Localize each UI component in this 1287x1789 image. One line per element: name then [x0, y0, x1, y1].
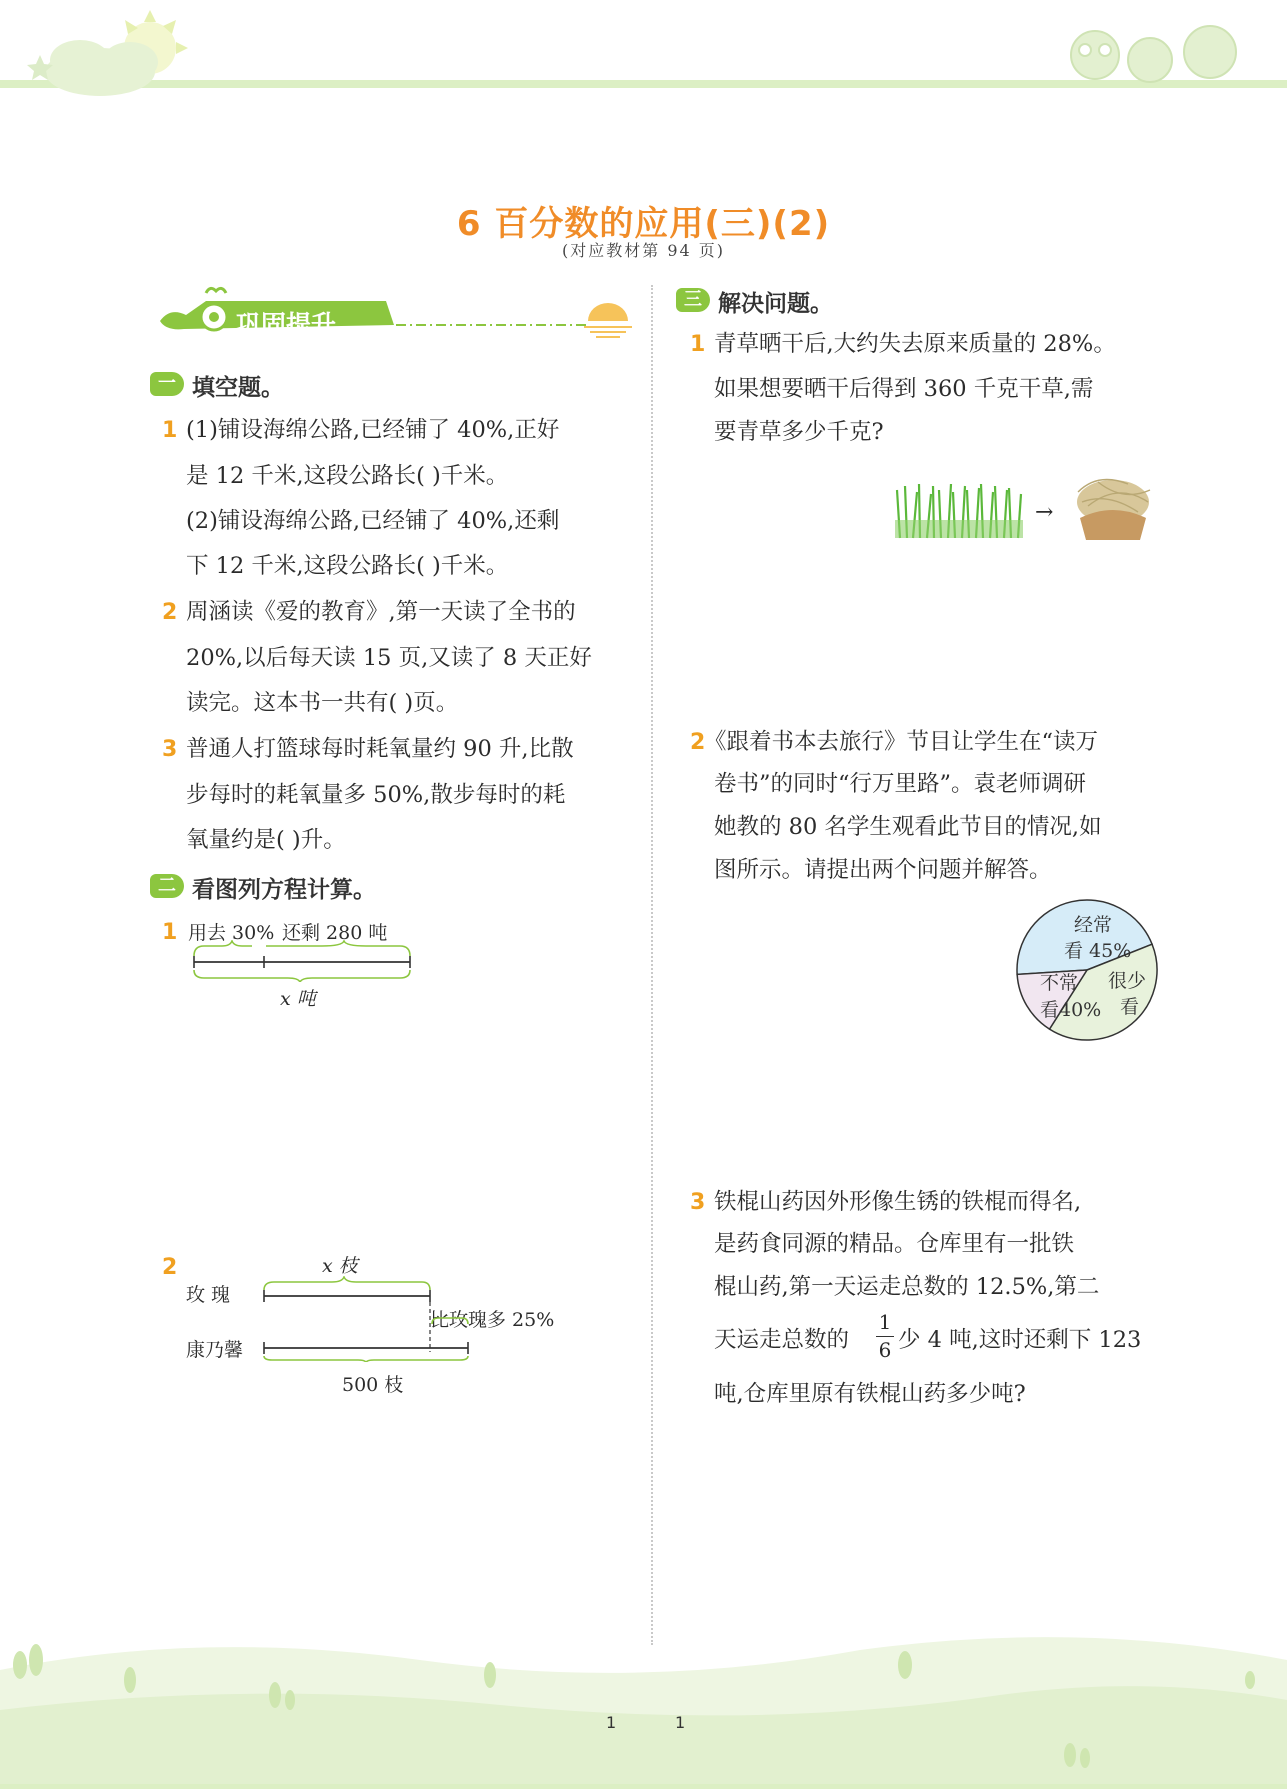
section-badge: 二	[150, 874, 184, 898]
fraction-numerator: 1	[878, 1310, 892, 1334]
line-diagram-2	[262, 1276, 474, 1362]
question-line: 是 12 千米,这段公路长( )千米。	[186, 463, 509, 489]
green-grass-image	[895, 480, 1025, 540]
animal-icons	[1071, 26, 1236, 82]
question-number: 2	[162, 1255, 178, 1280]
question-line: 吨,仓库里原有铁棍山药多少吨?	[714, 1381, 1026, 1407]
question-line: 如果想要晒干后得到 360 千克干草,需	[714, 376, 1094, 402]
question-line: 卷书”的同时“行万里路”。袁老师调研	[714, 771, 1087, 797]
diagram-label-total: x 吨	[280, 988, 316, 1010]
pie-label: 看40%	[1040, 999, 1102, 1021]
section-title: 填空题。	[192, 375, 284, 401]
line-diagram-1	[192, 940, 422, 982]
page-number-right: 1	[675, 1713, 686, 1732]
diagram-label-used: 用去 30%	[188, 922, 275, 944]
question-line: 她教的 80 名学生观看此节目的情况,如	[714, 814, 1102, 840]
question-line: 20%,以后每天读 15 页,又读了 8 天正好	[186, 645, 592, 671]
arrow-icon: →	[1035, 500, 1054, 525]
question-line: 读完。这本书一共有( )页。	[186, 690, 459, 716]
page-subtitle: (对应教材第 94 页)	[561, 241, 726, 260]
cloud-icon	[45, 40, 158, 96]
question-line: 下 12 千米,这段公路长( )千米。	[186, 553, 509, 579]
question-line-pre: 天运走总数的	[714, 1327, 850, 1353]
pie-label: 看	[1120, 996, 1140, 1018]
pie-label: 不常	[1040, 972, 1079, 994]
fraction-bar	[876, 1336, 894, 1337]
banner-label: 巩固提升	[236, 310, 337, 339]
header-decoration	[0, 0, 1287, 100]
sunset-icon	[584, 303, 632, 337]
dry-hay-image	[1068, 462, 1158, 542]
question-number: 1	[162, 418, 178, 443]
question-line: 普通人打篮球每时耗氧量约 90 升,比散	[186, 736, 574, 762]
question-line: (2)铺设海绵公路,已经铺了 40%,还剩	[186, 508, 560, 534]
question-line: 周涵读《爱的教育》,第一天读了全书的	[186, 599, 576, 625]
question-line: 《跟着书本去旅行》节目让学生在“读万	[704, 729, 1099, 755]
diagram-label-carnation: 康乃馨	[186, 1339, 244, 1361]
question-line: 铁棍山药因外形像生锈的铁棍而得名,	[714, 1189, 1082, 1215]
question-line: 是药食同源的精品。仓库里有一批铁	[714, 1231, 1075, 1257]
diagram-label-rose-total: x 枝	[322, 1255, 358, 1277]
footer-landscape	[0, 1620, 1287, 1789]
pie-label: 看 45%	[1064, 940, 1132, 962]
section-badge: 三	[676, 288, 710, 312]
question-number: 3	[162, 737, 178, 762]
question-line: 棍山药,第一天运走总数的 12.5%,第二	[714, 1274, 1100, 1300]
question-number: 2	[162, 600, 178, 625]
page-title: 6 百分数的应用(三)(2)	[456, 204, 831, 244]
question-line: 氧量约是( )升。	[186, 827, 346, 853]
question-line: (1)铺设海绵公路,已经铺了 40%,正好	[186, 417, 560, 443]
diagram-label-more: 比玫瑰多 25%	[430, 1309, 555, 1331]
question-number: 3	[690, 1190, 706, 1215]
pie-label: 经常	[1074, 914, 1113, 936]
banner-decoration	[156, 285, 636, 345]
question-number: 1	[690, 332, 706, 357]
page-number-left: 1	[606, 1713, 617, 1732]
question-line: 要青草多少千克?	[714, 419, 884, 445]
question-line: 青草晒干后,大约失去原来质量的 28%。	[714, 331, 1116, 357]
question-line-post: 少 4 吨,这时还剩下 123	[898, 1327, 1142, 1353]
section-badge: 一	[150, 372, 184, 396]
pie-label: 很少	[1108, 970, 1147, 992]
diagram-label-carnation-total: 500 枝	[342, 1374, 404, 1396]
question-number: 1	[162, 920, 178, 945]
section-title: 看图列方程计算。	[192, 877, 376, 903]
question-line: 步每时的耗氧量多 50%,散步每时的耗	[186, 782, 566, 808]
diagram-label-rose: 玫 瑰	[186, 1284, 231, 1306]
section-title: 解决问题。	[718, 291, 833, 317]
column-divider	[651, 285, 653, 1645]
diagram-label-remain: 还剩 280 吨	[282, 922, 388, 944]
question-line: 图所示。请提出两个问题并解答。	[714, 857, 1052, 883]
fraction-denominator: 6	[878, 1338, 892, 1362]
question-number: 2	[690, 730, 706, 755]
